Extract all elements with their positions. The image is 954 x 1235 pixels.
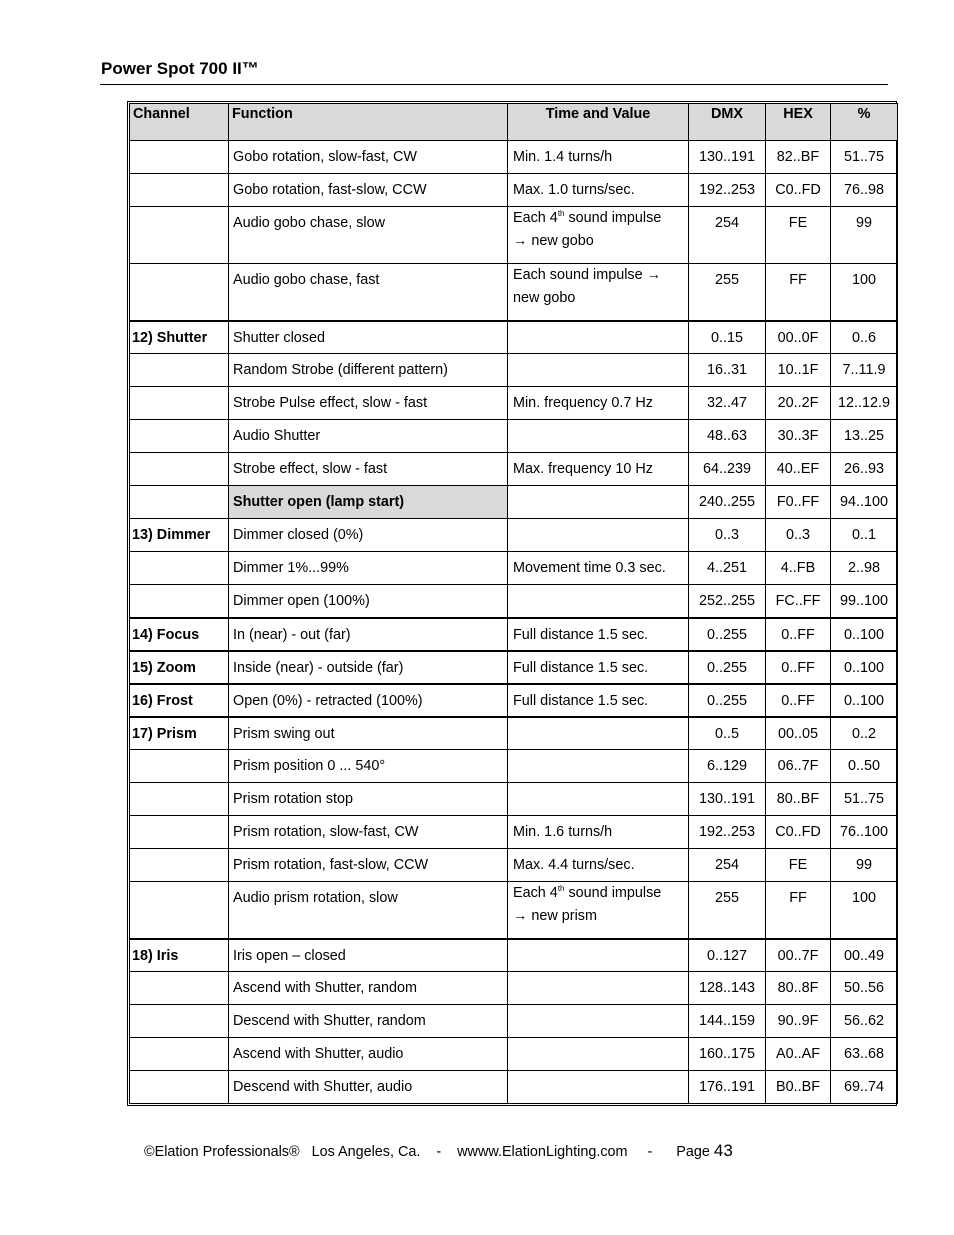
header-percent: % — [831, 104, 898, 141]
tv-line1-rest: sound impulse — [564, 210, 662, 226]
percent-cell: 69..74 — [831, 1071, 898, 1104]
hex-cell: C0..FD — [766, 816, 831, 849]
table-row — [130, 717, 898, 750]
percent-cell: 63..68 — [831, 1038, 898, 1071]
percent-cell: 00..49 — [831, 939, 898, 972]
hex-cell: B0..BF — [766, 1071, 831, 1104]
function-cell: Descend with Shutter, audio — [229, 1071, 508, 1104]
time-value-cell: Min. frequency 0.7 Hz — [508, 387, 689, 420]
time-value-cell — [508, 354, 689, 387]
time-value-cell — [508, 783, 689, 816]
channel-cell — [130, 354, 229, 387]
function-cell: Shutter closed — [229, 321, 508, 354]
hex-cell: F0..FF — [766, 486, 831, 519]
hex-cell: C0..FD — [766, 174, 831, 207]
channel-cell — [130, 207, 229, 264]
percent-cell: 76..98 — [831, 174, 898, 207]
header-channel: Channel — [130, 104, 229, 141]
percent-cell: 0..50 — [831, 750, 898, 783]
table-row — [130, 618, 898, 651]
channel-cell — [130, 1038, 229, 1071]
dmx-cell: 0..255 — [689, 684, 766, 717]
tv-line2: → new prism — [513, 908, 597, 924]
table-row — [130, 1005, 898, 1038]
table-row — [130, 684, 898, 717]
function-cell: Gobo rotation, fast-slow, CCW — [229, 174, 508, 207]
table-row — [130, 1071, 898, 1104]
table-header-row — [130, 104, 898, 141]
dmx-channel-table — [129, 103, 898, 1104]
function-cell: Dimmer 1%...99% — [229, 552, 508, 585]
time-value-cell — [508, 882, 689, 939]
function-cell: Inside (near) - outside (far) — [229, 651, 508, 684]
percent-cell: 99 — [831, 849, 898, 882]
time-value-cell — [508, 1038, 689, 1071]
dmx-cell: 16..31 — [689, 354, 766, 387]
dmx-cell: 0..3 — [689, 519, 766, 552]
hex-cell: 30..3F — [766, 420, 831, 453]
table-row — [130, 486, 898, 519]
time-value-cell — [508, 264, 689, 321]
time-value-cell: Min. 1.6 turns/h — [508, 816, 689, 849]
dmx-cell: 0..255 — [689, 651, 766, 684]
hex-cell: 40..EF — [766, 453, 831, 486]
table-row — [130, 882, 898, 939]
dmx-cell: 0..5 — [689, 717, 766, 750]
channel-cell — [130, 264, 229, 321]
percent-cell: 51..75 — [831, 141, 898, 174]
dmx-cell: 32..47 — [689, 387, 766, 420]
channel-cell — [130, 174, 229, 207]
function-cell: Ascend with Shutter, audio — [229, 1038, 508, 1071]
percent-cell: 76..100 — [831, 816, 898, 849]
dmx-cell: 0..15 — [689, 321, 766, 354]
time-value-cell — [508, 972, 689, 1005]
table-row — [130, 174, 898, 207]
time-value-cell: Min. 1.4 turns/h — [508, 141, 689, 174]
dmx-cell: 144..159 — [689, 1005, 766, 1038]
header-dmx: DMX — [689, 104, 766, 141]
channel-cell — [130, 1071, 229, 1104]
tv-line2: new gobo — [513, 290, 576, 306]
table-row — [130, 519, 898, 552]
channel-cell — [130, 972, 229, 1005]
channel-cell: 14) Focus — [130, 618, 229, 651]
channel-cell — [130, 882, 229, 939]
dmx-cell: 4..251 — [689, 552, 766, 585]
function-cell: Gobo rotation, slow-fast, CW — [229, 141, 508, 174]
hex-cell: 00..05 — [766, 717, 831, 750]
ordinal-suffix: th — [557, 884, 565, 894]
hex-cell: A0..AF — [766, 1038, 831, 1071]
dmx-cell: 130..191 — [689, 783, 766, 816]
table-row — [130, 264, 898, 321]
time-value-cell: Max. 1.0 turns/sec. — [508, 174, 689, 207]
table-row — [130, 585, 898, 618]
header-time-value: Time and Value — [508, 104, 689, 141]
function-cell: Iris open – closed — [229, 939, 508, 972]
hex-cell: 10..1F — [766, 354, 831, 387]
time-value-cell — [508, 1071, 689, 1104]
table-row — [130, 321, 898, 354]
channel-cell — [130, 849, 229, 882]
dmx-cell: 192..253 — [689, 816, 766, 849]
channel-cell — [130, 420, 229, 453]
time-value-cell: Max. 4.4 turns/sec. — [508, 849, 689, 882]
table-row — [130, 1038, 898, 1071]
function-cell: Audio Shutter — [229, 420, 508, 453]
function-cell: Prism rotation, fast-slow, CCW — [229, 849, 508, 882]
channel-cell: 15) Zoom — [130, 651, 229, 684]
channel-cell: 13) Dimmer — [130, 519, 229, 552]
table-row — [130, 453, 898, 486]
time-value-cell: Movement time 0.3 sec. — [508, 552, 689, 585]
footer-text: ©Elation Professionals® Los Angeles, Ca. - wwww.ElationLighting.com - Page — [144, 1144, 714, 1160]
percent-cell: 0..6 — [831, 321, 898, 354]
percent-cell: 0..2 — [831, 717, 898, 750]
percent-cell: 0..1 — [831, 519, 898, 552]
hex-cell: 80..BF — [766, 783, 831, 816]
function-cell: Strobe effect, slow - fast — [229, 453, 508, 486]
hex-cell: 00..7F — [766, 939, 831, 972]
time-value-cell — [508, 750, 689, 783]
hex-cell: 0..FF — [766, 618, 831, 651]
function-cell: Random Strobe (different pattern) — [229, 354, 508, 387]
percent-cell: 12..12.9 — [831, 387, 898, 420]
hex-cell: 0..3 — [766, 519, 831, 552]
dmx-cell: 240..255 — [689, 486, 766, 519]
dmx-cell: 192..253 — [689, 174, 766, 207]
time-value-cell — [508, 207, 689, 264]
dmx-cell: 0..255 — [689, 618, 766, 651]
dmx-table-frame — [127, 101, 897, 1106]
tv-line1: Each sound impulse → — [513, 267, 661, 283]
hex-cell: 06..7F — [766, 750, 831, 783]
time-value-cell: Max. frequency 10 Hz — [508, 453, 689, 486]
hex-cell: 0..FF — [766, 684, 831, 717]
time-value-cell — [508, 519, 689, 552]
hex-cell: 90..9F — [766, 1005, 831, 1038]
table-row — [130, 939, 898, 972]
channel-cell — [130, 783, 229, 816]
channel-cell — [130, 486, 229, 519]
dmx-cell: 48..63 — [689, 420, 766, 453]
header-function: Function — [229, 104, 508, 141]
percent-cell: 0..100 — [831, 651, 898, 684]
function-cell: Audio prism rotation, slow — [229, 882, 508, 939]
time-value-cell — [508, 1005, 689, 1038]
percent-cell: 0..100 — [831, 684, 898, 717]
table-row — [130, 354, 898, 387]
dmx-cell: 252..255 — [689, 585, 766, 618]
hex-cell: 00..0F — [766, 321, 831, 354]
percent-cell: 26..93 — [831, 453, 898, 486]
hex-cell: FC..FF — [766, 585, 831, 618]
dmx-cell: 254 — [689, 207, 766, 264]
dmx-cell: 64..239 — [689, 453, 766, 486]
dmx-cell: 255 — [689, 264, 766, 321]
function-cell: Strobe Pulse effect, slow - fast — [229, 387, 508, 420]
percent-cell: 56..62 — [831, 1005, 898, 1038]
function-cell: Dimmer open (100%) — [229, 585, 508, 618]
time-value-cell: Full distance 1.5 sec. — [508, 618, 689, 651]
page-footer — [144, 1141, 733, 1161]
channel-cell — [130, 1005, 229, 1038]
channel-cell — [130, 585, 229, 618]
title-divider — [100, 84, 888, 85]
table-row — [130, 972, 898, 1005]
hex-cell: FF — [766, 264, 831, 321]
time-value-cell — [508, 486, 689, 519]
function-cell: Descend with Shutter, random — [229, 1005, 508, 1038]
channel-cell: 16) Frost — [130, 684, 229, 717]
channel-cell — [130, 453, 229, 486]
hex-cell: 0..FF — [766, 651, 831, 684]
percent-cell: 100 — [831, 264, 898, 321]
page-number: 43 — [713, 1141, 733, 1160]
table-row — [130, 141, 898, 174]
header-hex: HEX — [766, 104, 831, 141]
table-row — [130, 207, 898, 264]
hex-cell: 20..2F — [766, 387, 831, 420]
channel-cell: 18) Iris — [130, 939, 229, 972]
percent-cell: 99..100 — [831, 585, 898, 618]
hex-cell: 80..8F — [766, 972, 831, 1005]
time-value-cell — [508, 717, 689, 750]
table-row — [130, 552, 898, 585]
percent-cell: 2..98 — [831, 552, 898, 585]
tv-line1: Each 4 — [513, 885, 558, 901]
channel-cell — [130, 387, 229, 420]
time-value-cell — [508, 939, 689, 972]
table-row — [130, 420, 898, 453]
dmx-cell: 128..143 — [689, 972, 766, 1005]
function-cell: In (near) - out (far) — [229, 618, 508, 651]
function-cell: Prism position 0 ... 540° — [229, 750, 508, 783]
dmx-cell: 176..191 — [689, 1071, 766, 1104]
percent-cell: 0..100 — [831, 618, 898, 651]
percent-cell: 94..100 — [831, 486, 898, 519]
channel-cell: 12) Shutter — [130, 321, 229, 354]
hex-cell: 82..BF — [766, 141, 831, 174]
time-value-cell — [508, 585, 689, 618]
time-value-cell: Full distance 1.5 sec. — [508, 651, 689, 684]
table-row — [130, 849, 898, 882]
channel-cell — [130, 141, 229, 174]
hex-cell: FE — [766, 849, 831, 882]
tv-line2: → new gobo — [513, 233, 594, 249]
percent-cell: 51..75 — [831, 783, 898, 816]
dmx-cell: 160..175 — [689, 1038, 766, 1071]
table-row — [130, 651, 898, 684]
table-row — [130, 816, 898, 849]
dmx-cell: 6..129 — [689, 750, 766, 783]
time-value-cell — [508, 420, 689, 453]
function-cell: Audio gobo chase, slow — [229, 207, 508, 264]
percent-cell: 99 — [831, 207, 898, 264]
table-row — [130, 387, 898, 420]
tv-line1-rest: sound impulse — [564, 885, 662, 901]
hex-cell: 4..FB — [766, 552, 831, 585]
time-value-cell: Full distance 1.5 sec. — [508, 684, 689, 717]
channel-cell — [130, 750, 229, 783]
function-cell: Ascend with Shutter, random — [229, 972, 508, 1005]
ordinal-suffix: th — [557, 209, 565, 219]
function-cell: Dimmer closed (0%) — [229, 519, 508, 552]
function-cell: Open (0%) - retracted (100%) — [229, 684, 508, 717]
function-cell: Audio gobo chase, fast — [229, 264, 508, 321]
hex-cell: FF — [766, 882, 831, 939]
page-title: Power Spot 700 II™ — [101, 59, 259, 78]
tv-line1: Each 4 — [513, 210, 558, 226]
dmx-cell: 0..127 — [689, 939, 766, 972]
channel-cell: 17) Prism — [130, 717, 229, 750]
function-cell: Prism swing out — [229, 717, 508, 750]
function-cell-highlighted: Shutter open (lamp start) — [229, 486, 508, 519]
percent-cell: 50..56 — [831, 972, 898, 1005]
dmx-cell: 254 — [689, 849, 766, 882]
function-cell: Prism rotation stop — [229, 783, 508, 816]
percent-cell: 100 — [831, 882, 898, 939]
table-row — [130, 783, 898, 816]
dmx-cell: 130..191 — [689, 141, 766, 174]
channel-cell — [130, 552, 229, 585]
time-value-cell — [508, 321, 689, 354]
percent-cell: 13..25 — [831, 420, 898, 453]
dmx-cell: 255 — [689, 882, 766, 939]
percent-cell: 7..11.9 — [831, 354, 898, 387]
channel-cell — [130, 816, 229, 849]
table-row — [130, 750, 898, 783]
hex-cell: FE — [766, 207, 831, 264]
function-cell: Prism rotation, slow-fast, CW — [229, 816, 508, 849]
